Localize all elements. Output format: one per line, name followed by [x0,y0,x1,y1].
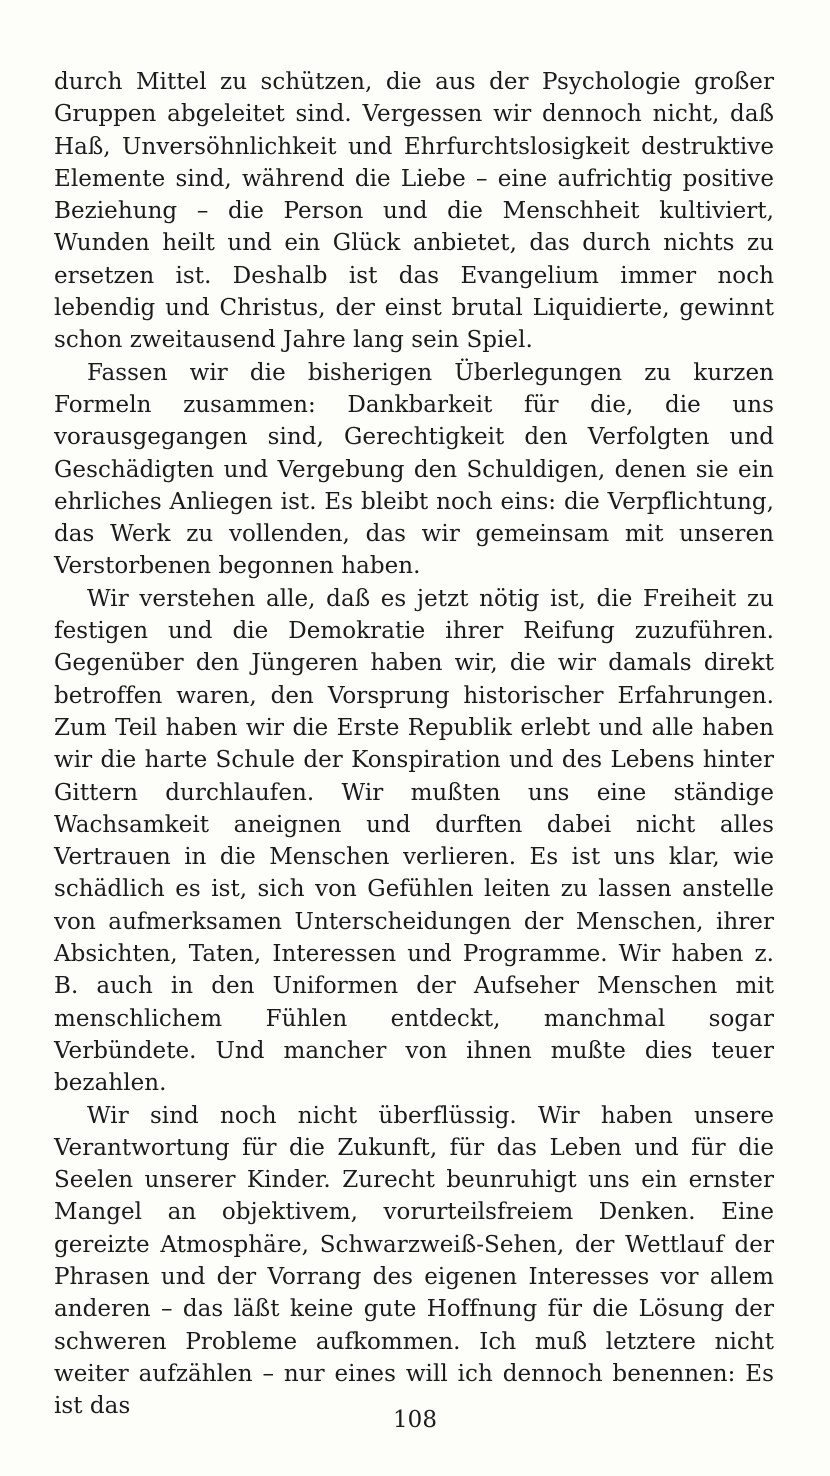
paragraph-4: Wir sind noch nicht überflüssig. Wir haben unsere Verantwortung für die Zukunft, für das Leben und für die Seelen unserer Kinder. Zurecht beunruhigt uns ein ernster Mangel an objektivem, vorurteilsfreiem Denken. Eine gereizte Atmosphäre, Schwarzweiß-Sehen, der Wettlauf der Phrasen und der Vorrang des eigenen Interesses vor allem anderen – das läßt keine gute Hoffnung für die Lösung der schweren Probleme aufkommen. Ich muß letztere nicht weiter aufzählen – nur eines will ich dennoch benennen: Es ist das [54,1102,774,1420]
paragraph-3: Wir verstehen alle, daß es jetzt nötig ist, die Freiheit zu festigen und die Demokratie ihrer Reifung zuzuführen. Gegenüber den Jüngeren haben wir, die wir damals direkt betroffen waren, den Vorsprung historischer Erfahrungen. Zum Teil haben wir die Erste Republik erlebt und alle haben wir die harte Schule der Konspiration und des Lebens hinter Gittern durchlaufen. Wir mußten uns eine ständige Wachsamkeit aneignen und durften dabei nicht alles Vertrauen in die Menschen verlieren. Es ist uns klar, wie schädlich es ist, sich von Gefühlen leiten zu lassen anstelle von aufmerksamen Unterscheidungen der Menschen, ihrer Absichten, Taten, Interessen und Programme. Wir haben z. B. auch in den Uniformen der Aufseher Menschen mit menschlichem Fühlen entdeckt, manchmal sogar Verbündete. Und mancher von ihnen mußte dies teuer bezahlen. [54,585,774,1097]
paragraph-1: durch Mittel zu schützen, die aus der Psychologie großer Gruppen abgeleitet sind. Vergessen wir dennoch nicht, daß Haß, Unversöhnlichkeit und Ehrfurchtslosigkeit destruktive Elemente sind, während die Liebe – eine aufrichtig positive Beziehung – die Person und die Menschheit kultiviert, Wunden heilt und ein Glück anbietet, das durch nichts zu ersetzen ist. Deshalb ist das Evangelium immer noch lebendig und Christus, der einst brutal Liquidierte, gewinnt schon zweitausend Jahre lang sein Spiel. [54,69,774,354]
page-number: 108 [393,1407,437,1433]
paragraph-2: Fassen wir die bisherigen Überlegungen zu kurzen Formeln zusammen: Dankbarkeit für die, die uns vorausgegangen sind, Gerechtigkeit den Verfolgten und Geschädigten und Vergebung den Schuldigen, denen sie ein ehrliches Anliegen ist. Es bleibt noch eins: die Verpflichtung, das Werk zu vollenden, das wir gemeinsam mit unseren Verstorbenen begonnen haben. [54,359,774,580]
body-text [54,66,774,1422]
